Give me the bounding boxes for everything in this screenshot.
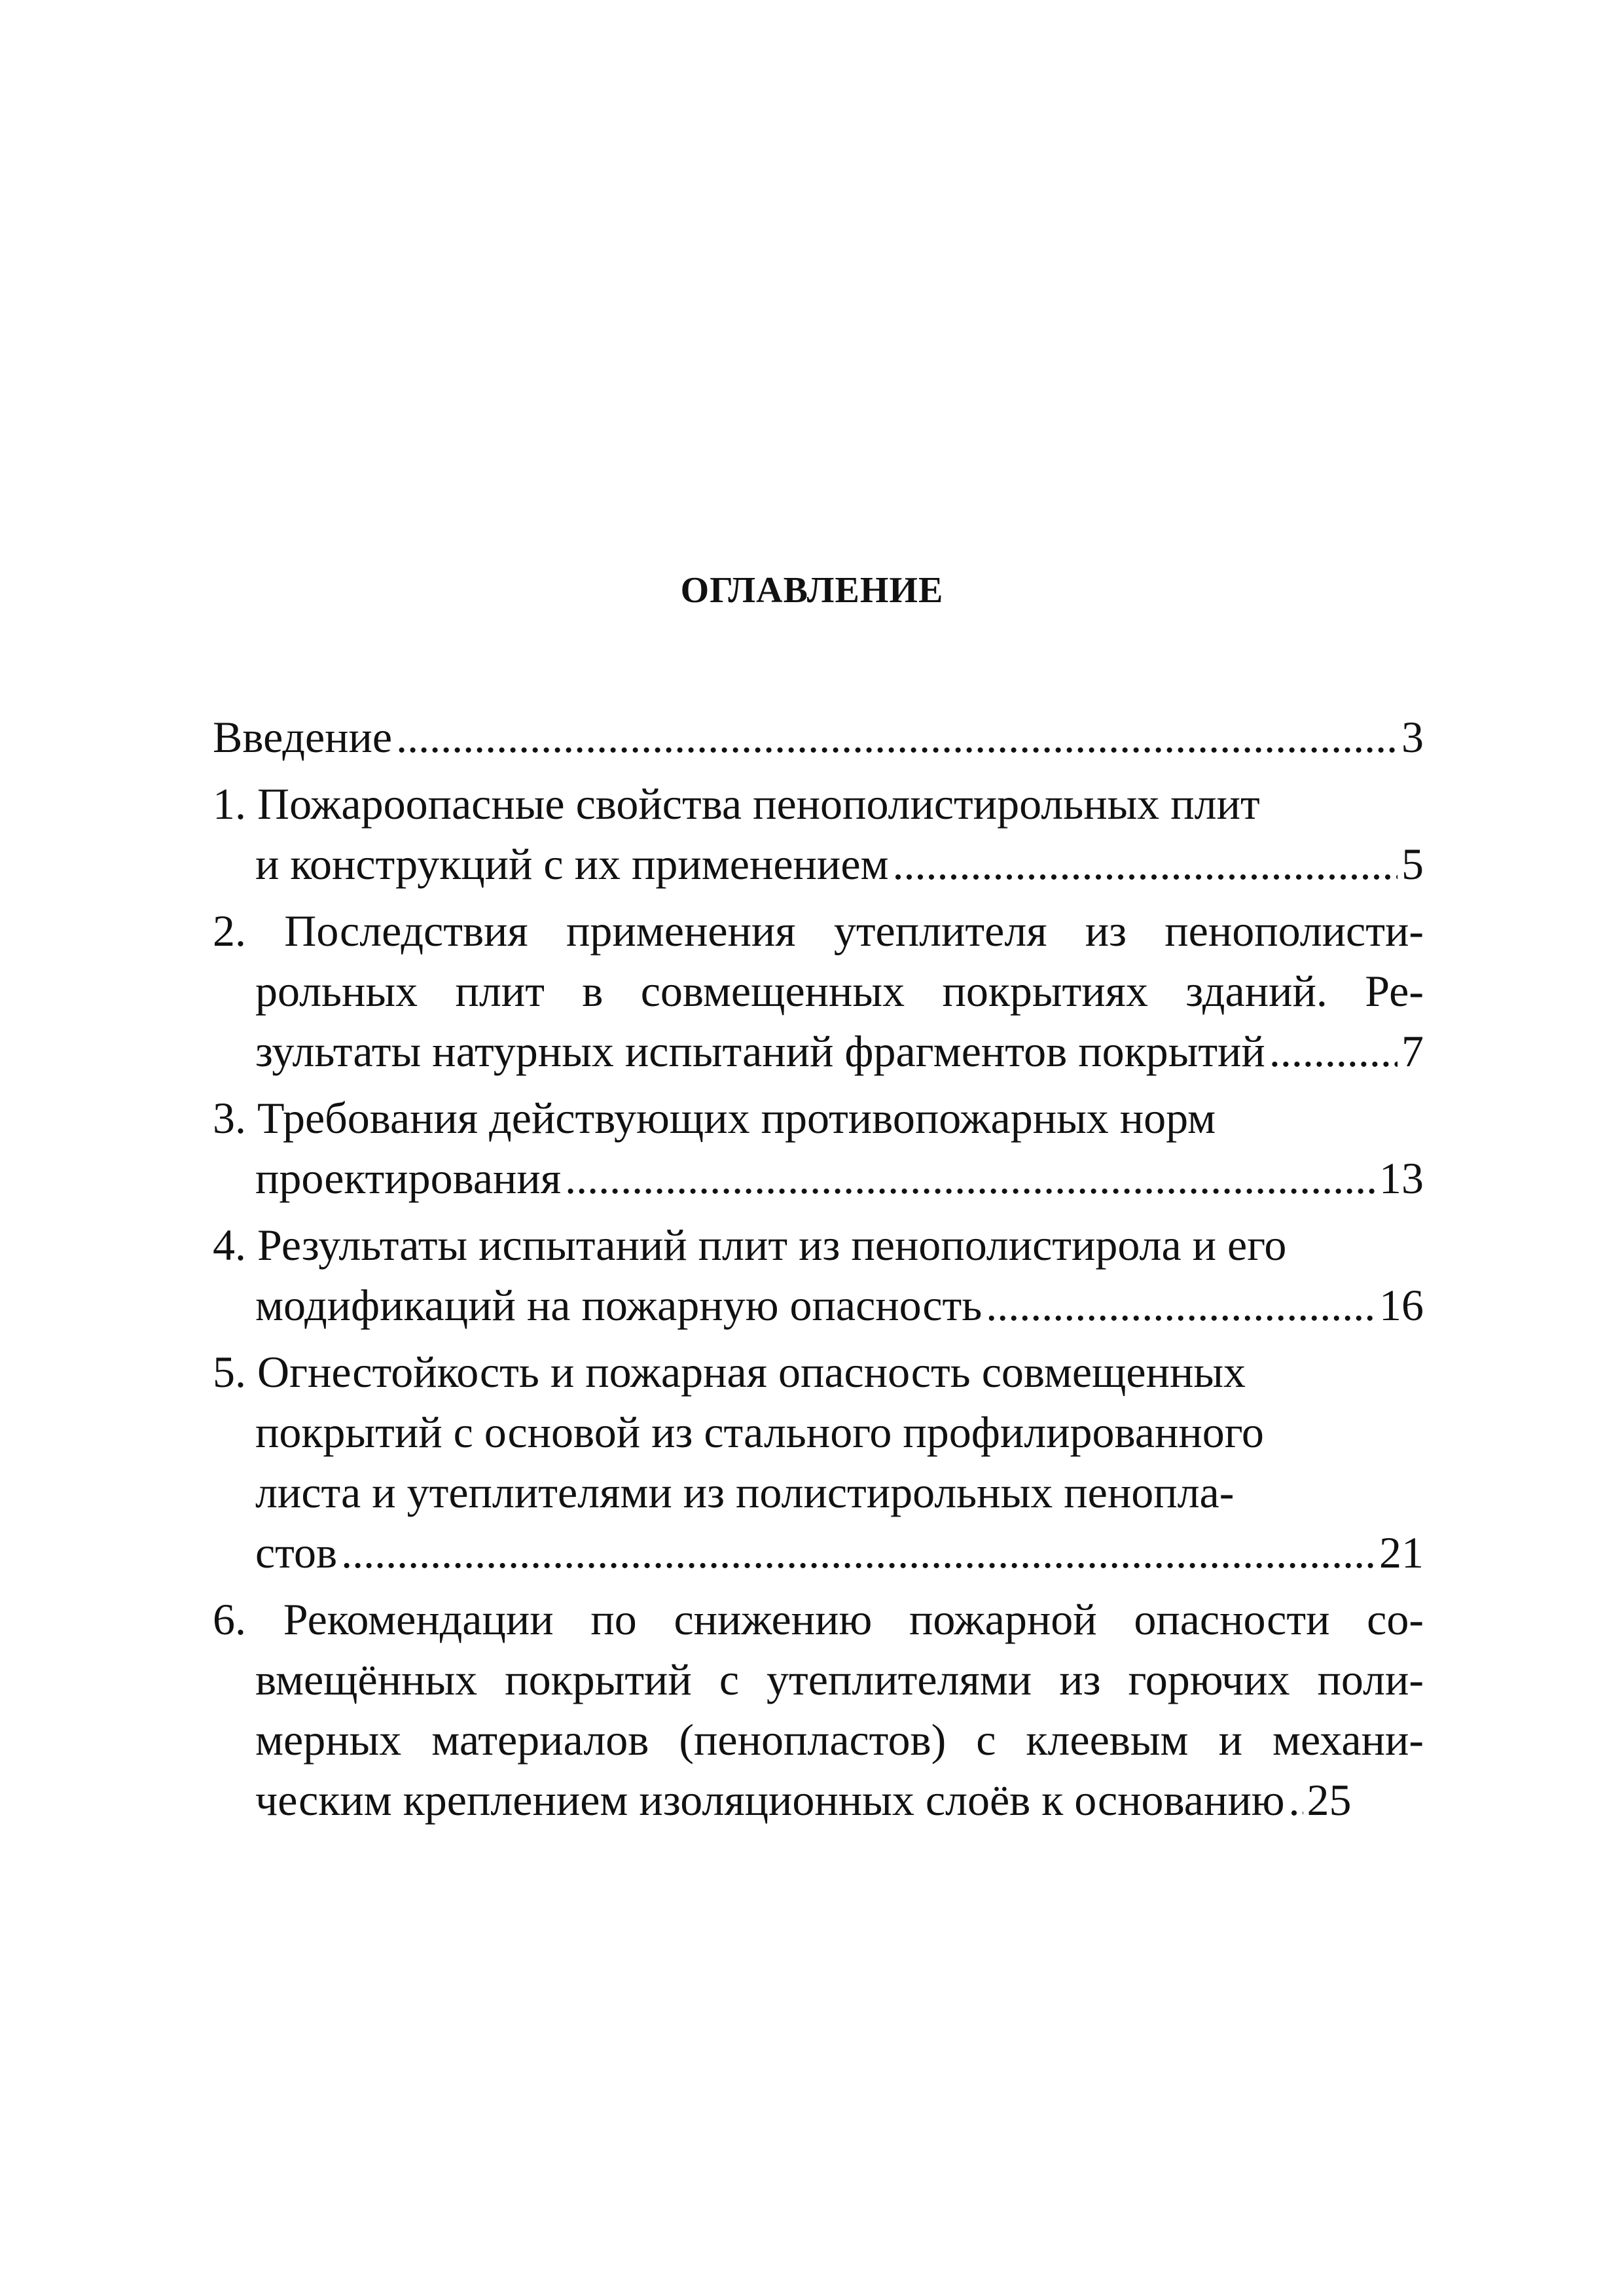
- toc-entry-text: ческим креплением изоляционных слоёв к основанию: [255, 1775, 1285, 1825]
- toc-entry-intro[interactable]: [213, 707, 1424, 767]
- dot-leader: [565, 1148, 1375, 1208]
- toc-entry-text: мерных материалов (пенопластов) с клеевым и механи-: [255, 1715, 1424, 1765]
- toc-page-number: 16: [1379, 1280, 1424, 1330]
- toc-entry-6[interactable]: [213, 1589, 1424, 1830]
- toc-entry-text: зультаты натурных испытаний фрагментов покрытий: [255, 1026, 1265, 1076]
- toc-entry-5[interactable]: [213, 1342, 1424, 1583]
- toc-page-number: 7: [1401, 1026, 1424, 1076]
- table-of-contents: [213, 707, 1424, 1837]
- toc-entry-1[interactable]: [213, 774, 1424, 894]
- toc-entry-2[interactable]: [213, 901, 1424, 1081]
- toc-entry-text: проектирования: [255, 1153, 562, 1203]
- dot-leader: [893, 834, 1398, 894]
- toc-entry-text: 5. Огнестойкость и пожарная опасность совмещенных: [213, 1347, 1246, 1397]
- toc-page-number: 13: [1379, 1153, 1424, 1203]
- dot-leader: [1269, 1021, 1398, 1081]
- page-title: ОГЛАВЛЕНИЕ: [680, 570, 944, 611]
- toc-entry-text: вмещённых покрытий с утеплителями из горючих поли-: [255, 1655, 1424, 1704]
- toc-page-number: 3: [1401, 712, 1424, 762]
- dot-leader: [396, 707, 1398, 767]
- toc-entry-text: покрытий с основой из стального профилированного: [255, 1407, 1264, 1457]
- toc-entry-3[interactable]: [213, 1088, 1424, 1208]
- toc-entry-text: модификаций на пожарную опасность: [255, 1280, 983, 1330]
- dot-leader: [341, 1522, 1375, 1583]
- toc-page-number: 25: [1307, 1775, 1352, 1825]
- toc-entry-text: 6. Рекомендации по снижению пожарной опасности со-: [213, 1594, 1424, 1644]
- dot-leader: [1289, 1770, 1303, 1830]
- toc-page-number: 21: [1379, 1528, 1424, 1577]
- toc-entry-text: 1. Пожароопасные свойства пенополистирольных плит: [213, 779, 1260, 829]
- toc-entry-4[interactable]: [213, 1215, 1424, 1335]
- toc-entry-text: стов: [255, 1528, 338, 1577]
- toc-entry-text: 3. Требования действующих противопожарных норм: [213, 1093, 1216, 1143]
- toc-entry-text: 2. Последствия применения утеплителя из пенополисти-: [213, 906, 1424, 956]
- toc-entry-text: рольных плит в совмещенных покрытиях зданий. Ре-: [255, 966, 1424, 1016]
- toc-entry-text: 4. Результаты испытаний плит из пенополистирола и его: [213, 1220, 1287, 1270]
- toc-entry-text: листа и утеплителями из полистирольных пенопла-: [255, 1467, 1235, 1517]
- toc-entry-text: Введение: [213, 712, 393, 762]
- dot-leader: [986, 1275, 1375, 1335]
- toc-page-number: 5: [1401, 839, 1424, 889]
- toc-entry-text: и конструкций с их применением: [255, 839, 889, 889]
